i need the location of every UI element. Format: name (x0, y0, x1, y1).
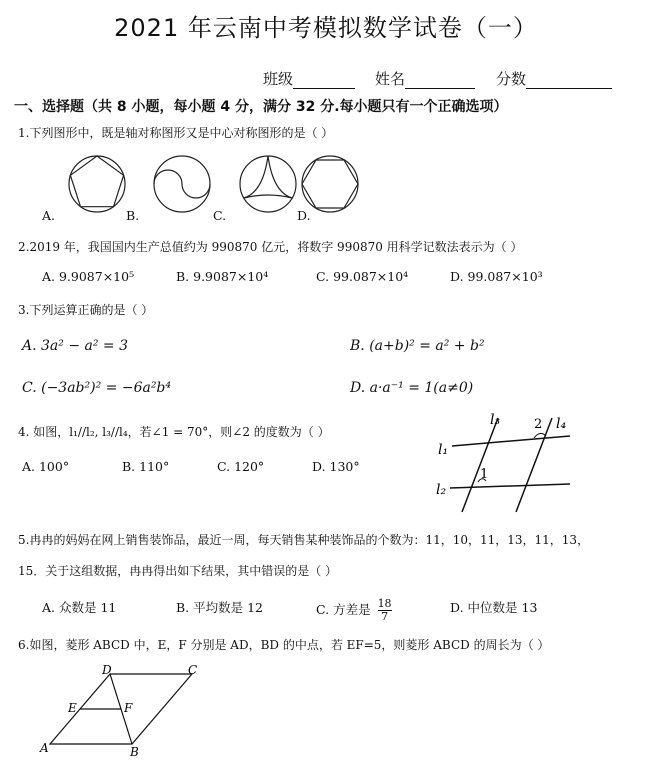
q6-stem: 6.如图，菱形 ABCD 中，E，F 分别是 AD，BD 的中点，若 EF=5，则菱形 ABCD 的周长为（ ） (18, 638, 550, 652)
line-l3 (462, 418, 498, 512)
q1-option-b[interactable]: B. (126, 208, 140, 223)
fraction-18-7 (378, 598, 392, 623)
section-heading: 一、选择题（共 8 小题，每小题 4 分，满分 32 分.每小题只有一个正确选项） (14, 99, 508, 115)
q3-stem: 3.下列运算正确的是（ ） (18, 303, 154, 317)
class-label: 班级 (263, 70, 294, 88)
q1-stem: 1.下列图形中，既是轴对称图形又是中心对称图形的是（ ） (18, 126, 334, 140)
class-blank[interactable] (293, 74, 355, 89)
label-b: B (130, 745, 139, 758)
q5-stem-line1: 5.冉冉的妈妈在网上销售装饰品，最近一周，每天销售某种装饰品的个数为：11，10，11，13，11，13， (18, 533, 590, 547)
q5-option-b[interactable]: B. 平均数是 12 (176, 600, 264, 615)
label-l1: l₁ (438, 442, 449, 458)
q1-figure-d (302, 156, 358, 212)
label-l2: l₂ (436, 482, 447, 498)
q5-option-c-label: C. 方差是 (316, 602, 371, 617)
label-c: C (188, 664, 198, 677)
page-title: 2021 年云南中考模拟数学试卷（一） (114, 14, 538, 42)
score-label: 分数 (496, 70, 527, 88)
label-d: D (102, 664, 112, 677)
score-field (496, 68, 612, 89)
q2-option-a[interactable]: A. 9.9087×10⁵ (42, 269, 135, 284)
line-l4 (516, 418, 552, 512)
label-angle-1: 1 (480, 467, 489, 482)
q2-stem: 2.2019 年，我国国内生产总值约为 990870 亿元，将数字 990870 用科学记数法表示为（ ） (18, 240, 523, 254)
label-e: E (68, 701, 77, 715)
q4-option-d[interactable]: D. 130° (312, 459, 360, 474)
q5-option-a[interactable]: A. 众数是 11 (42, 600, 117, 615)
q5-option-c[interactable] (316, 598, 392, 623)
q1-option-a[interactable]: A. (42, 208, 56, 223)
name-blank[interactable] (405, 74, 475, 89)
label-f: F (124, 701, 133, 715)
q4-option-a[interactable]: A. 100° (22, 459, 70, 474)
q2-option-c[interactable]: C. 99.087×10⁴ (316, 269, 409, 284)
q3-option-c[interactable]: C. (−3ab²)² = −6a²b⁴ (22, 380, 172, 396)
label-l3: l₃ (490, 412, 501, 428)
fraction-denominator: 7 (381, 610, 389, 623)
q2-option-b[interactable]: B. 9.9087×10⁴ (176, 269, 269, 284)
q3-option-b[interactable]: B. (a+b)² = a² + b² (350, 338, 485, 354)
line-l2 (450, 484, 570, 488)
q4-stem: 4. 如图，l₁//l₂, l₃//l₄，若∠1 = 70°，则∠2 的度数为（ ） (18, 425, 330, 439)
score-blank[interactable] (526, 74, 612, 89)
name-field (375, 68, 475, 89)
q2-option-d[interactable]: D. 99.087×10³ (450, 269, 543, 284)
fraction-numerator: 18 (377, 597, 392, 610)
q6-rhombus-figure (36, 664, 216, 758)
q5-option-d[interactable]: D. 中位数是 13 (450, 600, 538, 615)
q5-stem-line2: 15．关于这组数据，冉冉得出如下结果，其中错误的是（ ） (18, 564, 338, 578)
q4-option-b[interactable]: B. 110° (122, 459, 170, 474)
line-l1 (452, 436, 570, 446)
q1-option-c[interactable]: C. (213, 208, 227, 223)
q1-figure-c (240, 156, 296, 212)
class-field (263, 68, 355, 89)
label-a: A (40, 741, 49, 755)
q1-figures (60, 152, 360, 222)
q3-option-a[interactable]: A. 3a² − a² = 3 (22, 338, 129, 354)
q1-figure-a (69, 156, 125, 212)
name-label: 姓名 (375, 70, 406, 88)
q1-option-d[interactable]: D. (297, 208, 311, 223)
q1-figure-b (154, 156, 210, 212)
q4-option-c[interactable]: C. 120° (217, 459, 265, 474)
q4-parallel-lines-figure (430, 410, 575, 520)
q3-option-d[interactable]: D. a·a⁻¹ = 1(a≠0) (350, 380, 474, 396)
label-l4: l₄ (556, 416, 567, 432)
label-angle-2: 2 (534, 417, 543, 432)
